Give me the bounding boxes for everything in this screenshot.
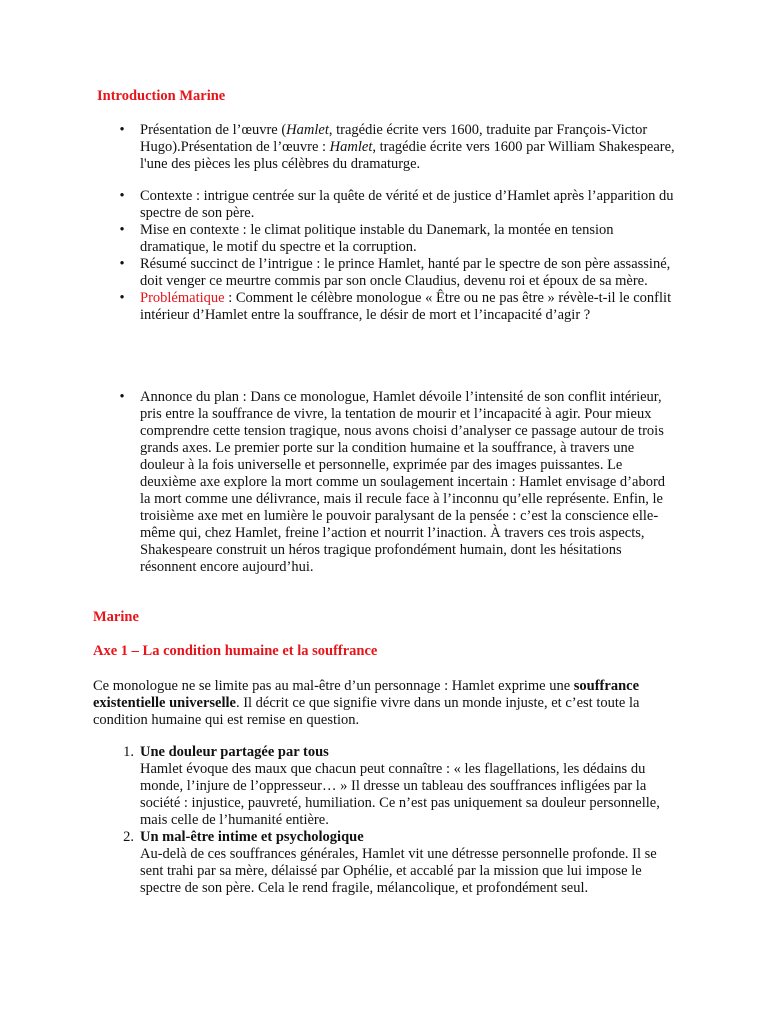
numbered-item: [116, 744, 676, 829]
bullet-item: [116, 222, 676, 256]
item-title: Un mal-être intime et psychologique: [140, 829, 364, 845]
numbered-item: [116, 829, 676, 897]
item-text: Hamlet évoque des maux que chacun peut connaître : « les flagellations, les dédains du monde, l’injure de l’oppresseur… » Il dresse un tableau des souffrances infligées par la société : injustice, pauvreté, humiliation. Ce n’est pas uniquement sa douleur personnelle, mais celle de l’humanité entière.: [140, 761, 660, 828]
bullet-item: [116, 389, 676, 576]
axe-intro-paragraph: [93, 678, 653, 729]
text-segment: , tragédie écrite vers 1600 par William Shakespeare, l'une des pièces les plus célèbres du dramaturge.: [140, 139, 675, 172]
italic-title: Hamlet: [286, 122, 329, 138]
text-segment: Mise en contexte : le climat politique instable du Danemark, la montée en tension dramatique, le motif du spectre et la corruption.: [140, 222, 614, 255]
bullet-item: [116, 122, 676, 173]
item-text: Au-delà de ces souffrances générales, Hamlet vit une détresse personnelle profonde. Il se sent trahi par sa mère, délaissé par Ophélie, et accablé par la mission que lui impose le spectre de son père. Cela le rend fragile, mélancolique, et profondément seul.: [140, 846, 657, 896]
plan-bullet-list: [116, 389, 676, 576]
text-segment: . Il décrit ce que signifie vivre dans un monde injuste, et c’est toute la condition humaine qui est remise en question.: [93, 695, 640, 728]
bullet-icon: •: [119, 188, 125, 204]
section-name: Marine: [93, 609, 139, 625]
bullet-icon: •: [119, 122, 125, 138]
item-title: Une douleur partagée par tous: [140, 744, 329, 760]
item-number: 2.: [123, 829, 134, 845]
context-bullet-list: [116, 188, 676, 324]
bullet-item: [116, 256, 676, 290]
bullet-icon: •: [119, 389, 125, 405]
text-segment: Résumé succinct de l’intrigue : le prince Hamlet, hanté par le spectre de son père assassiné, doit venger ce meurtre commis par son oncle Claudius, devenu roi et époux de sa mère.: [140, 256, 671, 289]
bullet-item: [116, 290, 676, 324]
item-number: 1.: [123, 744, 134, 760]
text-segment: Ce monologue ne se limite pas au mal-être d’un personnage : Hamlet exprime une: [93, 678, 574, 694]
bullet-item: [116, 188, 676, 222]
text-segment: Présentation de l’œuvre (: [140, 122, 287, 138]
text-segment: Contexte : intrigue centrée sur la quête de vérité et de justice d’Hamlet après l’apparition du spectre de son père.: [140, 188, 674, 221]
bullet-icon: •: [119, 290, 125, 306]
italic-title: Hamlet: [329, 139, 373, 155]
intro-heading: Introduction Marine: [97, 88, 226, 104]
numbered-list: [116, 744, 676, 897]
bullet-icon: •: [119, 222, 125, 238]
text-segment: , tragédie écrite vers 1600, traduite par François-Victor Hugo).Présentation de l’œuvre :: [140, 122, 648, 155]
axe-title: Axe 1 – La condition humaine et la souffrance: [93, 643, 378, 659]
problematique-label: Problématique: [140, 290, 225, 306]
bold-text: souffrance existentielle universelle: [93, 678, 640, 711]
text-segment: Annonce du plan : Dans ce monologue, Hamlet dévoile l’intensité de son conflit intérieur, pris entre la souffrance de vivre, la tentation de mourir et l’incapacité à agir. Pour mieux comprendre cette tension tragique, nous avons choisi d’analyser ce passage autour de trois grands axes. Le premier porte sur la condition humaine et la souffrance, à travers une douleur à la fois universelle et personnelle, exprimée par des images puissantes. Le deuxième axe explore la mort comme un soulagement incertain : Hamlet envisage d’abord la mort comme une délivrance, mais il recule face à l’inconnu qu’elle représente. Enfin, le troisième axe met en lumière le pouvoir paralysant de la pensée : c’est la conscience elle-même qui, chez Hamlet, freine l’action et nourrit l’inaction. À travers ces trois aspects, Shakespeare construit un héros tragique profondément humain, dont les hésitations résonnent encore aujourd’hui.: [140, 389, 666, 575]
intro-bullet-list: [116, 122, 676, 173]
text-segment: : Comment le célèbre monologue « Être ou ne pas être » révèle-t-il le conflit intérieur d’Hamlet entre la souffrance, le désir de mort et l’incapacité d’agir ?: [140, 290, 672, 323]
bullet-icon: •: [119, 256, 125, 272]
